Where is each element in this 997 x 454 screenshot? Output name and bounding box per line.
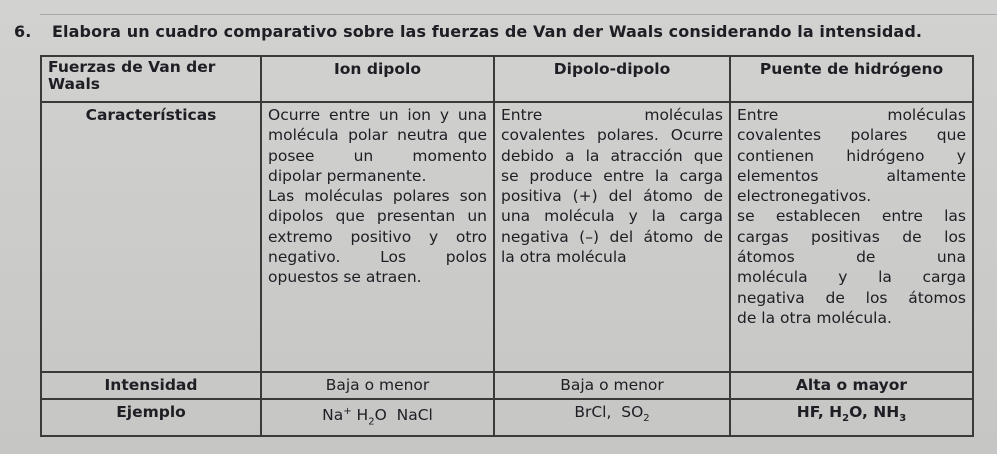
header-puente-hidrogeno: Puente de hidrógeno bbox=[730, 56, 973, 102]
formula-h2o-subscript: 2 bbox=[368, 416, 375, 428]
ruled-line bbox=[40, 14, 997, 15]
question-text-bold: cuadro comparativo bbox=[155, 22, 338, 41]
row-caracteristicas bbox=[41, 102, 973, 372]
cell-ejemplo-ion-dipolo bbox=[261, 399, 494, 436]
formula-nacl: NaCl bbox=[396, 406, 433, 425]
formula-h2o-o: O, bbox=[849, 403, 868, 421]
row-ejemplo bbox=[41, 399, 973, 436]
text-line: negativa (–) del átomo de bbox=[501, 227, 723, 246]
text-line: de la otra molécula. bbox=[737, 308, 892, 327]
formula-nh3-subscript: 3 bbox=[899, 413, 907, 425]
cell-ejemplo-puente-hidrogeno bbox=[730, 399, 973, 436]
row-label-intensidad: Intensidad bbox=[41, 372, 261, 399]
formula-brcl: BrCl, bbox=[574, 403, 612, 421]
cell-caracteristicas-puente-hidrogeno bbox=[730, 102, 973, 372]
formula-hf: HF, bbox=[796, 403, 824, 421]
text-line: negativo. Los polos bbox=[268, 248, 487, 267]
formula-nh3: NH bbox=[873, 403, 900, 421]
text-line: elementos altamente bbox=[737, 166, 966, 185]
row-intensidad bbox=[41, 372, 973, 399]
cell-caracteristicas-dipolo-dipolo bbox=[494, 102, 730, 372]
text-line: opuestos se atraen. bbox=[268, 268, 422, 287]
text-line: electronegativos. bbox=[737, 187, 872, 206]
text-line: Las moléculas polares son bbox=[268, 187, 487, 206]
text-line: molécula polar neutra que bbox=[268, 126, 487, 145]
cell-caracteristicas-ion-dipolo bbox=[261, 102, 494, 372]
formula-na: Na bbox=[322, 406, 344, 425]
text-line: contienen hidrógeno y bbox=[737, 146, 966, 165]
question-text-start: Elabora un bbox=[52, 22, 156, 41]
question-6 bbox=[14, 22, 989, 41]
text-line: covalentes polares que bbox=[737, 126, 966, 145]
text-line: se establecen entre las bbox=[737, 207, 966, 226]
text-line: molécula y la carga bbox=[737, 268, 966, 287]
cell-intensidad-ion-dipolo: Baja o menor bbox=[261, 372, 494, 399]
formula-h2o-subscript: 2 bbox=[842, 413, 850, 425]
formula-so: SO bbox=[621, 403, 644, 421]
formula-h2o-o: O bbox=[374, 406, 387, 425]
row-label-ejemplo: Ejemplo bbox=[41, 399, 261, 436]
question-number: 6. bbox=[14, 22, 32, 41]
text-line: cargas positivas de los bbox=[737, 227, 966, 246]
text-line: átomos de una bbox=[737, 248, 966, 267]
formula-h2o-h: H bbox=[356, 406, 369, 425]
text-line: una molécula y la carga bbox=[501, 207, 723, 226]
text-line: la otra molécula bbox=[501, 248, 627, 267]
question-text-end: sobre las fuerzas de Van der Waals considerando la intensidad. bbox=[337, 22, 923, 41]
text-line: posee un momento bbox=[268, 146, 487, 165]
formula-h2o-h: H bbox=[829, 403, 843, 421]
text-line: positiva (+) del átomo de bbox=[501, 187, 723, 206]
formula-so-subscript: 2 bbox=[643, 413, 650, 425]
comparison-table bbox=[40, 55, 974, 437]
header-fuerzas-van-der-waals: Fuerzas de Van der Waals bbox=[41, 56, 261, 102]
text-line: dipolos que presentan un bbox=[268, 207, 487, 226]
text-line: covalentes polares. Ocurre bbox=[501, 126, 723, 145]
formula-na-charge: + bbox=[343, 406, 352, 417]
header-dipolo-dipolo: Dipolo-dipolo bbox=[494, 56, 730, 102]
cell-intensidad-dipolo-dipolo: Baja o menor bbox=[494, 372, 730, 399]
text-line: dipolar permanente. bbox=[268, 166, 427, 185]
table-header-row bbox=[41, 56, 973, 102]
text-line: Ocurre entre un ion y una bbox=[268, 106, 487, 124]
header-ion-dipolo: Ion dipolo bbox=[261, 56, 494, 102]
text-line: Entre moléculas bbox=[737, 106, 966, 124]
cell-intensidad-puente-hidrogeno: Alta o mayor bbox=[730, 372, 973, 399]
text-line: debido a la atracción que bbox=[501, 146, 723, 165]
text-line: extremo positivo y otro bbox=[268, 227, 487, 246]
text-line: se produce entre la carga bbox=[501, 166, 723, 185]
cell-ejemplo-dipolo-dipolo bbox=[494, 399, 730, 436]
text-line: negativa de los átomos bbox=[737, 288, 966, 307]
text-line: Entre moléculas bbox=[501, 106, 723, 124]
row-label-caracteristicas: Características bbox=[41, 102, 261, 372]
